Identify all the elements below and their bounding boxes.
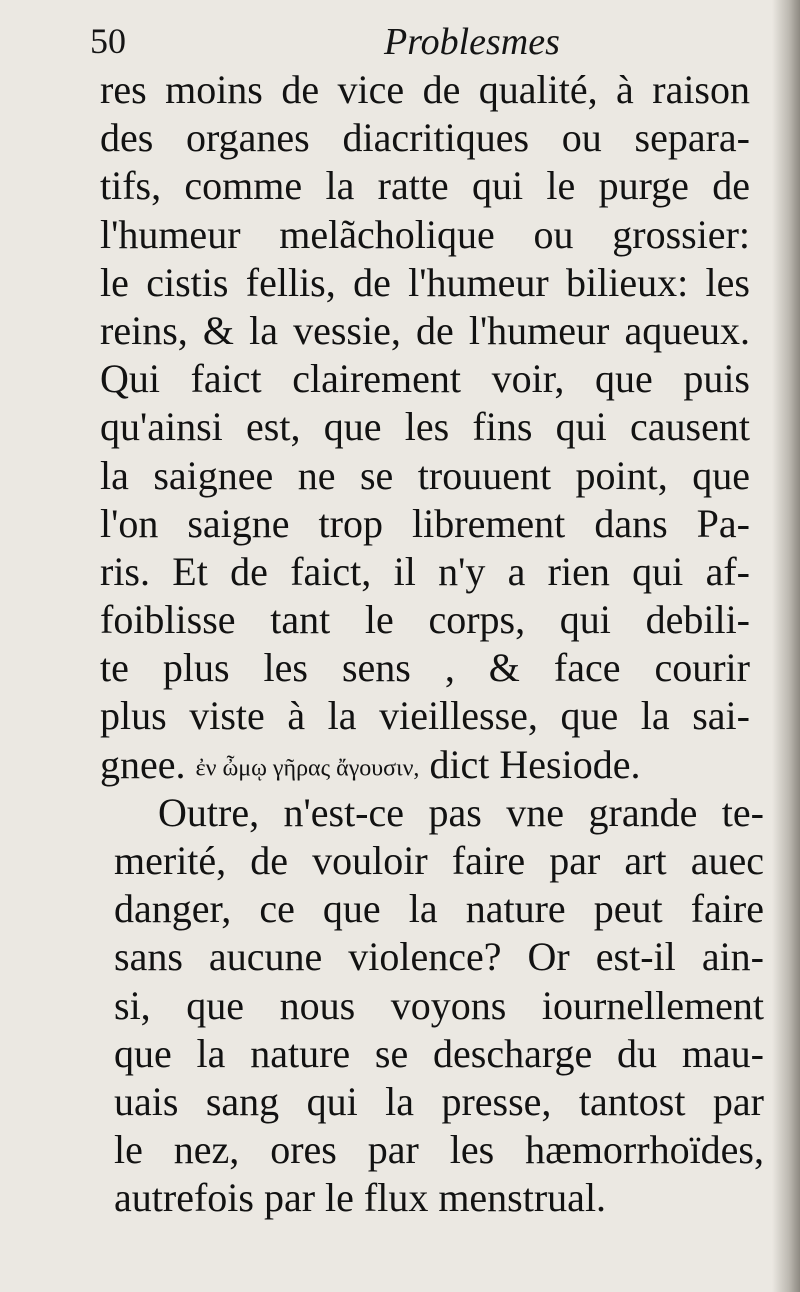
text-fragment: gnee. bbox=[100, 741, 186, 787]
text-line: foiblisse tant le corps, qui debili- bbox=[100, 597, 750, 643]
page-number: 50 bbox=[90, 21, 126, 61]
text-line: plus viste à la vieillesse, que la sai- bbox=[100, 693, 750, 739]
page-header bbox=[90, 14, 560, 62]
text-line: danger, ce que la nature peut faire bbox=[114, 886, 764, 932]
text-line: ris. Et de faict, il n'y a rien qui af- bbox=[100, 548, 750, 594]
text-line: te plus les sens , & face courir bbox=[100, 645, 750, 691]
greek-quotation: ἐν ὦμῳ γῆρας ἄγουσιν, bbox=[195, 755, 420, 782]
text-line: qu'ainsi est, que les fins qui causent bbox=[100, 404, 750, 450]
text-line: reins, & la vessie, de l'humeur aqueux. bbox=[100, 307, 750, 353]
text-line: le nez, ores par les hæmorrhoïdes, bbox=[114, 1127, 764, 1173]
running-head: Problesmes bbox=[384, 21, 560, 63]
text-line: res moins de vice de qualité, à raison bbox=[100, 67, 750, 112]
text-line: merité, de vouloir faire par art auec bbox=[114, 838, 764, 883]
text-line-final: autrefois par le flux menstrual. bbox=[114, 1175, 607, 1221]
text-line: uais sang qui la presse, tantost par bbox=[114, 1078, 764, 1124]
body-text bbox=[100, 66, 780, 1223]
paragraph-1 bbox=[100, 66, 780, 789]
text-line: des organes diacritiques ou separa- bbox=[100, 115, 750, 161]
text-line: l'on saigne trop librement dans Pa- bbox=[100, 500, 750, 546]
text-line-indented: Outre, n'est-ce pas vne grande te- bbox=[158, 789, 764, 835]
text-fragment: dict Hesiode. bbox=[429, 741, 641, 787]
text-line: si, que nous voyons iournellement bbox=[114, 982, 764, 1028]
text-line: le cistis fellis, de l'humeur bilieux: les bbox=[100, 259, 750, 305]
paragraph-2 bbox=[100, 789, 780, 1223]
text-line: sans aucune violence? Or est-il ain- bbox=[114, 934, 764, 980]
text-line: Qui faict clairement voir, que puis bbox=[100, 356, 750, 402]
text-line-final bbox=[100, 741, 750, 789]
text-line: que la nature se descharge du mau- bbox=[114, 1030, 764, 1076]
text-line: tifs, comme la ratte qui le purge de bbox=[100, 163, 750, 209]
text-line: l'humeur melãcholique ou grossier: bbox=[100, 211, 750, 257]
text-line: la saignee ne se trouuent point, que bbox=[100, 452, 750, 498]
